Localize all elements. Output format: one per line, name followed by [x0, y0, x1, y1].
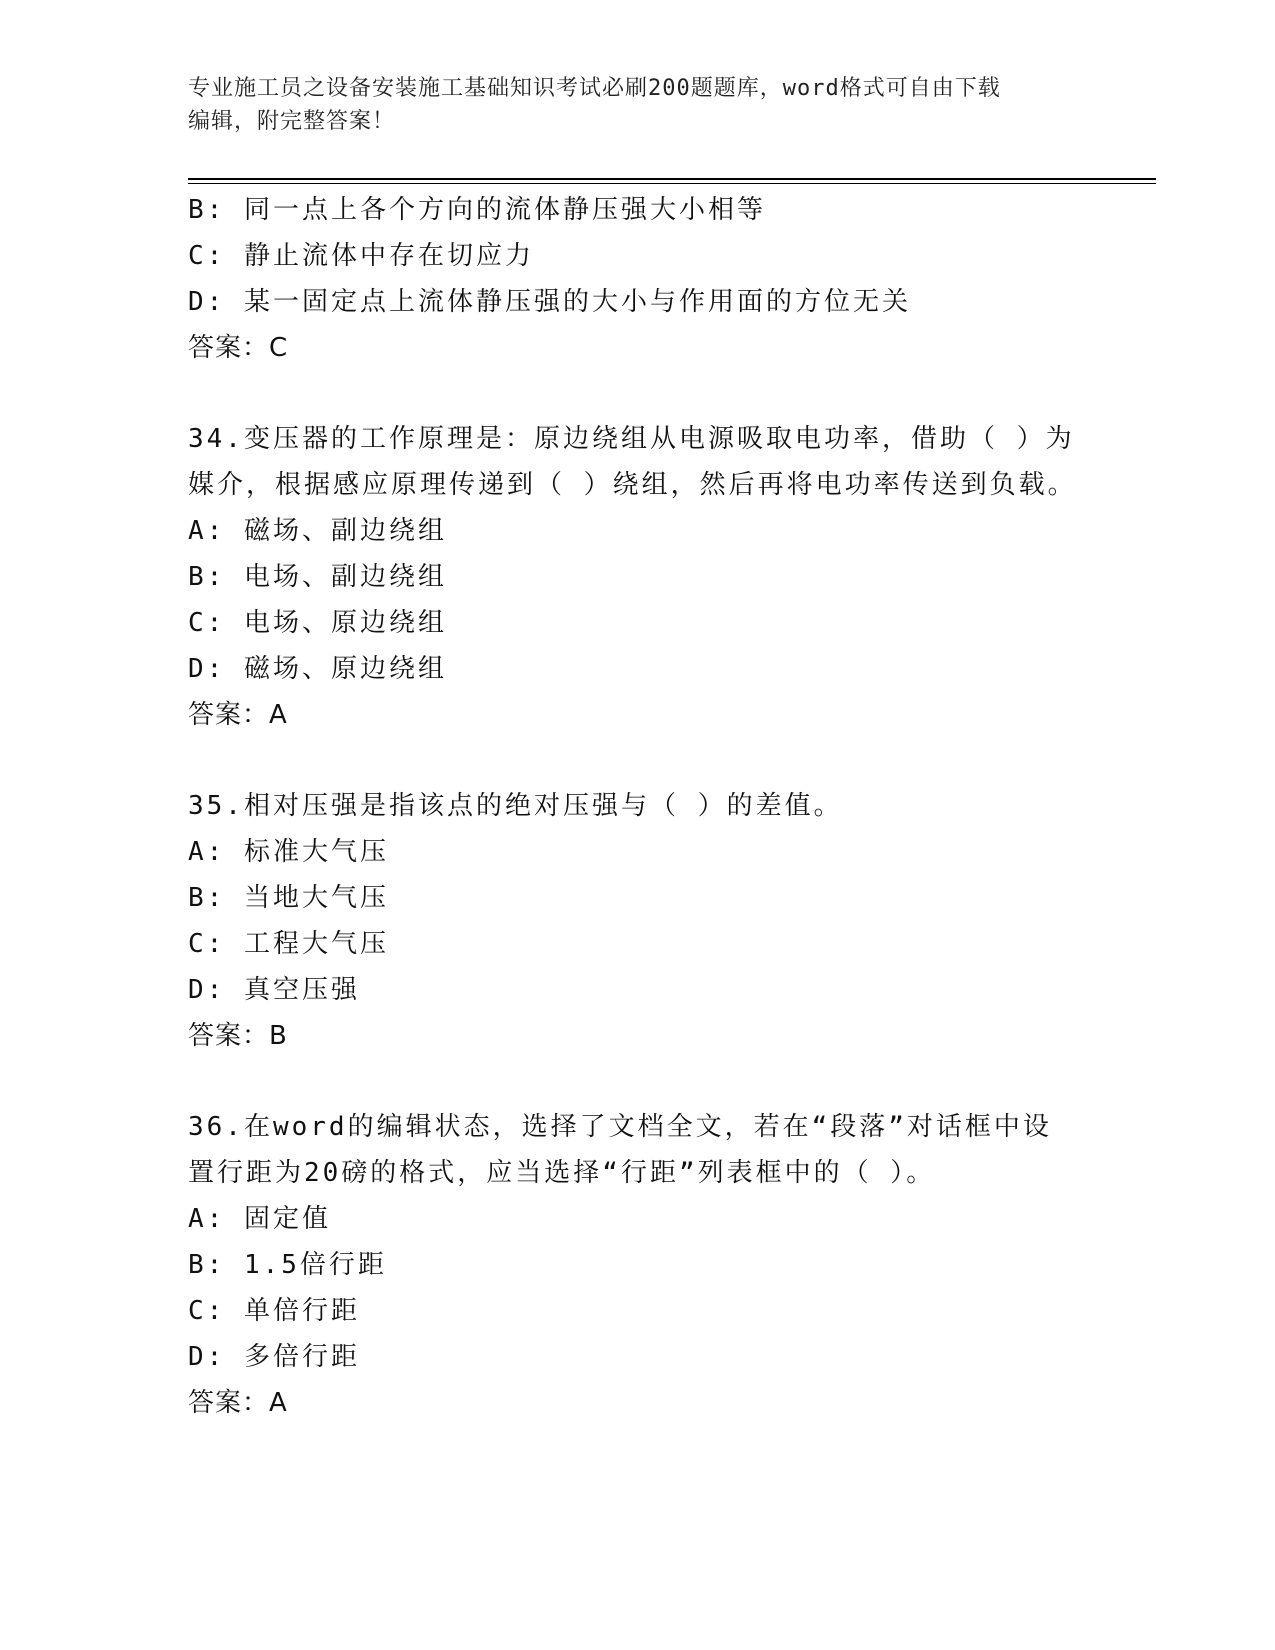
option-b: B: 电场、副边绕组: [188, 562, 447, 592]
option-c: C: 静止流体中存在切应力: [188, 241, 534, 271]
option-b: B: 同一点上各个方向的流体静压强大小相等: [188, 195, 766, 225]
option-c: C: 电场、原边绕组: [188, 608, 447, 638]
option-a: A: 标准大气压: [188, 837, 389, 867]
question-stem-line: 36.在word的编辑状态，选择了文档全文，若在“段落”对话框中设: [188, 1112, 1052, 1142]
question-stem: [188, 783, 1128, 829]
question-stem-line: 35.相对压强是指该点的绝对压强与（ ）的差值。: [188, 791, 843, 821]
document-body: [188, 187, 1128, 1426]
question-stem-line: 置行距为20磅的格式，应当选择“行距”列表框中的（ ）。: [188, 1158, 936, 1188]
option-d: D: 某一固定点上流体静压强的大小与作用面的方位无关: [188, 287, 911, 317]
option-a: A: 磁场、副边绕组: [188, 516, 447, 546]
question-stem: [188, 1104, 1128, 1196]
answer: 答案：B: [188, 1021, 288, 1051]
header-line-2: 编辑，附完整答案！: [188, 109, 396, 134]
question-35: [188, 783, 1128, 1059]
question-34: [188, 416, 1128, 738]
answer: 答案：A: [188, 1388, 288, 1418]
option-b: B: 当地大气压: [188, 883, 389, 913]
option-c: C: 工程大气压: [188, 929, 389, 959]
option-d: D: 多倍行距: [188, 1342, 360, 1372]
question-stem: [188, 416, 1128, 508]
option-a: A: 固定值: [188, 1204, 331, 1234]
header-line-1: 专业施工员之设备安装施工基础知识考试必刷200题题库，word格式可自由下载: [188, 76, 1001, 101]
option-b: B: 1.5倍行距: [188, 1250, 387, 1280]
option-d: D: 真空压强: [188, 975, 360, 1005]
question-33-continued: [188, 187, 1128, 371]
question-stem-line: 媒介，根据感应原理传递到（ ）绕组，然后再将电功率传送到负载。: [188, 470, 1077, 500]
page-header: [188, 72, 1088, 138]
question-stem-line: 34.变压器的工作原理是：原边绕组从电源吸取电功率，借助（ ）为: [188, 424, 1075, 454]
header-divider-thin: [188, 183, 1156, 184]
option-d: D: 磁场、原边绕组: [188, 654, 447, 684]
answer: 答案：C: [188, 333, 289, 363]
header-divider-thick: [188, 178, 1156, 180]
answer: 答案：A: [188, 700, 288, 730]
question-36: [188, 1104, 1128, 1426]
option-c: C: 单倍行距: [188, 1296, 360, 1326]
